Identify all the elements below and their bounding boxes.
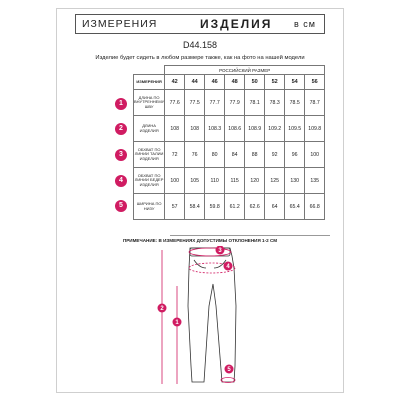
table-row: [134, 90, 325, 116]
size-54: 54: [285, 75, 305, 90]
size-42: 42: [165, 75, 185, 90]
cell: 100: [165, 168, 185, 194]
cell: 130: [285, 168, 305, 194]
table-top-label: РОССИЙСКИЙ РАЗМЕР: [165, 66, 325, 75]
size-56: 56: [305, 75, 325, 90]
table-row: [134, 142, 325, 168]
row-label: ДЛИНА ИЗДЕЛИЯ: [134, 116, 165, 142]
header-unit: в см: [294, 19, 316, 29]
cell: 109.2: [265, 116, 285, 142]
row-label: ДЛИНА ПО ВНУТРЕННЕМУ ШВУ: [134, 90, 165, 116]
cell: 77.9: [225, 90, 245, 116]
size-50: 50: [245, 75, 265, 90]
cell: 109.8: [305, 116, 325, 142]
cell: 108.3: [205, 116, 225, 142]
tolerance-note: ПРИМЕЧАНИЕ: В ИЗМЕРЕНИЯХ ДОПУСТИМЫ ОТКЛОНЕНИЯ 1-2 СМ: [122, 238, 278, 243]
row-label: ОБХВАТ ПО ЛИНИИ БЕДЕР ИЗДЕЛИЯ: [134, 168, 165, 194]
cell: 110: [205, 168, 225, 194]
cell: 135: [305, 168, 325, 194]
size-48: 48: [225, 75, 245, 90]
description: Изделие будет сидеть в любом размере также, как на фото на нашей модели: [95, 55, 305, 61]
cell: 80: [205, 142, 225, 168]
row-label: ШИРИНА ПО НИЗУ: [134, 194, 165, 220]
diagram-num-4: 4: [226, 264, 230, 271]
cell: 78.7: [305, 90, 325, 116]
cell: 59.8: [205, 194, 225, 220]
cell: 78.3: [265, 90, 285, 116]
diagram-num-3: 3: [218, 248, 222, 255]
measure-lines: [162, 248, 235, 384]
cell: 125: [265, 168, 285, 194]
diagram-num-2: 2: [160, 306, 164, 313]
diagram-num-5: 5: [227, 367, 231, 374]
cell: 66.8: [305, 194, 325, 220]
cell: 57: [165, 194, 185, 220]
pants-diagram: [150, 246, 250, 388]
cell: 100: [305, 142, 325, 168]
header-measurements: ИЗМЕРЕНИЯ: [82, 18, 158, 30]
marker-1: 1: [115, 98, 127, 110]
marker-2: 2: [115, 123, 127, 135]
size-52: 52: [265, 75, 285, 90]
cell: 76: [185, 142, 205, 168]
size-table: [133, 65, 325, 220]
row-label: ОБХВАТ ПО ЛИНИИ ТАЛИИ ИЗДЕЛИЯ: [134, 142, 165, 168]
cell: 109.5: [285, 116, 305, 142]
cell: 108: [165, 116, 185, 142]
cell: 77.7: [205, 90, 225, 116]
cell: 120: [245, 168, 265, 194]
cell: 62.6: [245, 194, 265, 220]
cell: 58.4: [185, 194, 205, 220]
cell: 108.6: [225, 116, 245, 142]
cell: 78.5: [285, 90, 305, 116]
article-code: D44.158: [182, 40, 218, 50]
table-corner: [134, 66, 165, 75]
cell: 78.1: [245, 90, 265, 116]
size-46: 46: [205, 75, 225, 90]
cell: 105: [185, 168, 205, 194]
marker-4: 4: [115, 175, 127, 187]
cell: 115: [225, 168, 245, 194]
table-row: [134, 116, 325, 142]
cell: 88: [245, 142, 265, 168]
marker-3: 3: [115, 149, 127, 161]
cell: 108: [185, 116, 205, 142]
cell: 72: [165, 142, 185, 168]
cell: 84: [225, 142, 245, 168]
cell: 77.5: [185, 90, 205, 116]
table-row: [134, 168, 325, 194]
note-rule: [170, 235, 330, 236]
table-row: [134, 194, 325, 220]
cell: 61.2: [225, 194, 245, 220]
cell: 64: [265, 194, 285, 220]
line-waist: [189, 248, 231, 256]
cell: 92: [265, 142, 285, 168]
cell: 77.6: [165, 90, 185, 116]
cell: 108.9: [245, 116, 265, 142]
marker-5: 5: [115, 200, 127, 212]
page-header: [75, 14, 325, 34]
size-44: 44: [185, 75, 205, 90]
cell: 65.4: [285, 194, 305, 220]
diagram-num-1: 1: [175, 320, 179, 327]
cell: 96: [285, 142, 305, 168]
size-header: ИЗМЕРЕНИЯ: [134, 75, 165, 90]
header-item: ИЗДЕЛИЯ: [200, 17, 273, 31]
